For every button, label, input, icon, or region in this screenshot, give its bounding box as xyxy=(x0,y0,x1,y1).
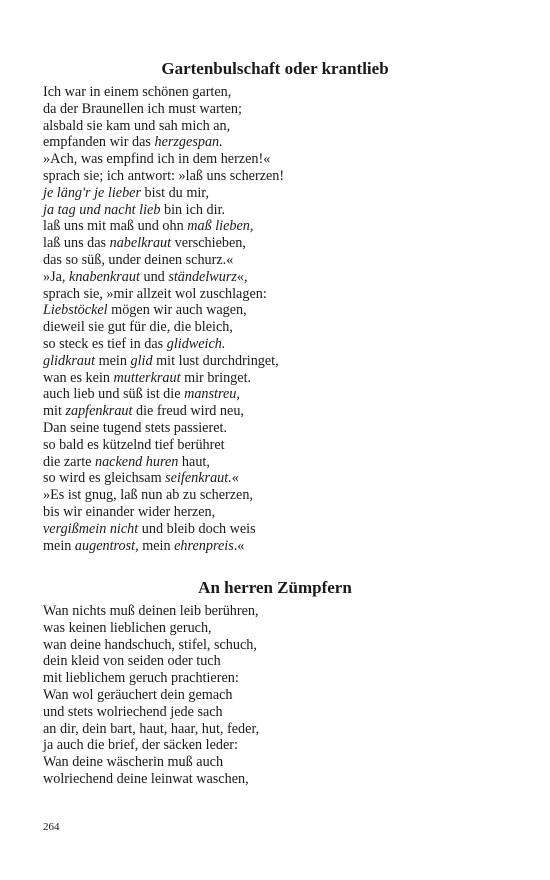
line-text: haut, xyxy=(178,453,210,470)
poem-line xyxy=(43,603,513,620)
poem-line xyxy=(43,687,513,704)
poem-body-gartenbulschaft xyxy=(43,84,513,554)
line-text: so wird es gleichsam xyxy=(43,470,166,487)
line-text: wan es kein xyxy=(43,369,114,386)
line-text: die zarte xyxy=(43,453,95,470)
italic-text: nabelkraut xyxy=(109,235,172,252)
line-text: bin ich dir. xyxy=(160,201,226,218)
poem-title-zuempfern: An herren Zümpfern xyxy=(198,578,352,597)
italic-text: glidweich. xyxy=(166,335,226,352)
poem-line xyxy=(43,151,513,168)
poem-line xyxy=(43,370,513,387)
line-text: was keinen lieblichen geruch, xyxy=(43,619,212,636)
line-text: »Es ist gnug, laß nun ab zu scherzen, xyxy=(43,487,253,504)
italic-text: ehrenpreis xyxy=(174,537,234,554)
italic-text: mutterkraut xyxy=(113,369,181,386)
poem-line xyxy=(43,487,513,504)
poem-line xyxy=(43,168,513,185)
line-text: Ich war in einem schönen garten, xyxy=(43,84,232,100)
italic-text: manstreu, xyxy=(184,386,240,403)
line-text: »Ach, was empfind ich in dem herzen!« xyxy=(43,151,271,168)
poem-line xyxy=(43,754,513,771)
poem-line xyxy=(43,218,513,235)
line-text: dein kleid von seiden oder tuch xyxy=(43,653,221,670)
line-text: bis wir einander wider herzen, xyxy=(43,503,216,520)
poem-line xyxy=(43,704,513,721)
line-text: wolriechend deine leinwat waschen, xyxy=(43,770,249,787)
line-text: « xyxy=(231,470,239,487)
line-text: »Ja, xyxy=(43,268,70,285)
poem-line xyxy=(43,84,513,101)
line-text: laß uns das xyxy=(43,235,110,252)
italic-text: nackend huren xyxy=(94,453,179,470)
line-text: sprach sie, »mir allzeit wol zuschlagen: xyxy=(43,285,267,302)
italic-text: ständelwurz xyxy=(168,268,237,285)
line-text: mein xyxy=(138,537,175,554)
poem-line xyxy=(43,437,513,454)
italic-text: maß lieben, xyxy=(187,218,254,235)
line-text: mit lust durchdringet, xyxy=(152,352,279,369)
poem-line xyxy=(43,134,513,151)
poem-line xyxy=(43,721,513,738)
italic-text: vergißmein nicht xyxy=(43,520,139,537)
line-text: das so süß, under deinen schurz.« xyxy=(43,251,234,268)
line-text: .« xyxy=(233,537,245,554)
line-text: mögen wir auch wagen, xyxy=(107,302,247,319)
poem-title-gartenbulschaft: Gartenbulschaft oder krantlieb xyxy=(161,59,389,78)
poem-line xyxy=(43,521,513,538)
poem-line xyxy=(43,670,513,687)
poem-line xyxy=(43,185,513,202)
poem-line xyxy=(43,420,513,437)
poem-line xyxy=(43,252,513,269)
line-text: sprach sie; ich antwort: »laß uns scherzen! xyxy=(43,167,285,184)
poem-line xyxy=(43,771,513,788)
italic-text: seifenkraut. xyxy=(165,470,232,487)
poem-body-zuempfern xyxy=(43,603,513,788)
line-text: so steck es tief in das xyxy=(43,335,167,352)
line-text: mir bringet. xyxy=(180,369,252,386)
line-text: Wan wol geräuchert dein gemach xyxy=(43,686,233,703)
line-text: verschieben, xyxy=(171,235,246,252)
page-number: 264 xyxy=(43,821,60,833)
line-text: an dir, dein bart, haut, haar, hut, feder, xyxy=(43,720,260,737)
italic-text: herzgespan. xyxy=(154,134,223,151)
poem-line xyxy=(43,637,513,654)
poem-line xyxy=(43,737,513,754)
line-text: die freud wird neu, xyxy=(132,403,244,420)
italic-text: augentrost, xyxy=(74,537,139,554)
poem-line xyxy=(43,504,513,521)
line-text: alsbald sie kam und sah mich an, xyxy=(43,117,231,134)
line-text: und stets wolriechend jede sach xyxy=(43,703,223,720)
line-text: laß uns mit maß und ohn xyxy=(43,218,188,235)
line-text: mit lieblichem geruch prachtieren: xyxy=(43,670,239,687)
poem-line xyxy=(43,538,513,555)
italic-text: zapfenkraut xyxy=(65,403,133,420)
line-text: wan deine handschuch, stifel, schuch, xyxy=(43,636,257,653)
line-text: mit xyxy=(43,403,66,420)
poem-line xyxy=(43,319,513,336)
poem-line xyxy=(43,302,513,319)
line-text: da der Braunellen ich must warten; xyxy=(43,100,242,117)
poem-line xyxy=(43,470,513,487)
line-text: Dan seine tugend stets passieret. xyxy=(43,419,227,436)
italic-text: ja tag und nacht lieb xyxy=(43,201,161,218)
poem-line xyxy=(43,653,513,670)
line-text: und bleib doch weis xyxy=(138,520,256,537)
italic-text: glidkraut xyxy=(43,352,96,369)
line-text: Wan deine wäscherin muß auch xyxy=(43,754,224,771)
poem-line xyxy=(43,386,513,403)
line-text: auch lieb und süß ist die xyxy=(43,386,185,403)
line-text: mein xyxy=(43,537,75,554)
line-text: Wan nichts muß deinen leib berühren, xyxy=(43,603,259,619)
poem-line xyxy=(43,336,513,353)
line-text: «, xyxy=(236,268,248,285)
poem-line xyxy=(43,202,513,219)
poem-line xyxy=(43,235,513,252)
poem-line xyxy=(43,101,513,118)
line-text: ja auch die brief, der säcken leder: xyxy=(43,737,238,754)
poem-line xyxy=(43,403,513,420)
poem-line xyxy=(43,620,513,637)
poem-line xyxy=(43,269,513,286)
line-text: dieweil sie gut für die, die bleich, xyxy=(43,319,233,336)
line-text: und xyxy=(139,268,169,285)
italic-text: Liebstöckel xyxy=(43,302,108,319)
line-text: bist du mir, xyxy=(141,184,210,201)
italic-text: je läng'r je lieber xyxy=(43,184,141,201)
poem-line xyxy=(43,353,513,370)
poem-line xyxy=(43,454,513,471)
line-text: mein xyxy=(95,352,131,369)
line-text: empfanden wir das xyxy=(43,134,155,151)
poem-line xyxy=(43,286,513,303)
poem-line xyxy=(43,118,513,135)
line-text: so bald es kützelnd tief berühret xyxy=(43,436,225,453)
italic-text: glid xyxy=(130,352,153,369)
italic-text: knabenkraut xyxy=(69,268,140,285)
